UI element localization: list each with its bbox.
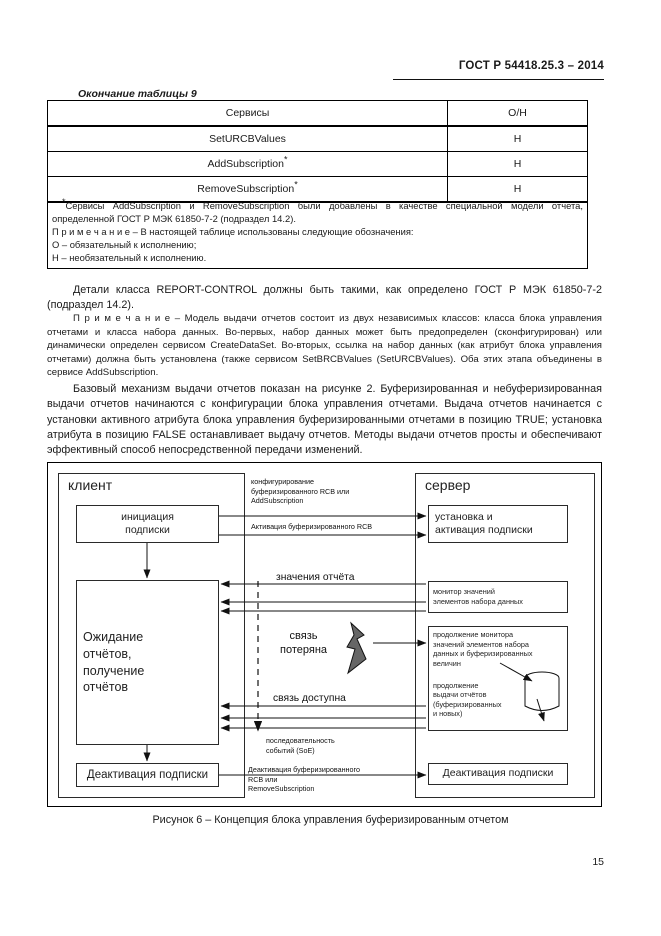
table-header-cell: О/Н xyxy=(448,101,588,127)
edge-label-report-values-text: значения отчёта xyxy=(276,572,355,583)
node-client-init-label: инициация подписки xyxy=(121,510,174,536)
page-number: 15 xyxy=(592,856,604,868)
edge-label-configure xyxy=(251,477,349,506)
edge-label-link-lost xyxy=(280,629,327,658)
footnote-line-1 xyxy=(52,196,583,226)
standard-code-header: ГОСТ Р 54418.25.3 – 2014 xyxy=(458,60,604,72)
body-paragraph-2: П р и м е ч а н и е – Модель выдачи отчетов состоит из двух независимых классов: класса блока управления отчетами и класса набора данных. Во-первых, набор данных может быть предопределен (сконфигурирован) или динамически определен сервисом CreateDataSet. Во-вторых, ссылка на набор данных (как атрибут блока управления отчетами) должна быть установлена (также сервисом SetBRCBValues (SetURCBValues). Оба этих этапа объединены в сервисе AddSubscription. xyxy=(47,313,602,379)
services-table xyxy=(47,100,588,203)
client-panel-title: клиент xyxy=(68,477,113,493)
services-table-wrapper xyxy=(47,100,588,203)
body-paragraph-2-container xyxy=(47,312,602,380)
table-row xyxy=(48,152,588,177)
figure-canvas xyxy=(48,463,601,806)
edge-label-report-values xyxy=(276,571,355,585)
table-cell-value: Н xyxy=(448,177,588,203)
header-rule xyxy=(393,79,604,80)
node-server-deactivate-label: Деактивация подписки xyxy=(442,767,554,780)
footnote-marker: * xyxy=(62,196,66,207)
node-server-continue-monitor-label: продолжение монитора значений элементов набора данных и буферизированных величин xyxy=(433,630,533,668)
node-server-continue-report-label: продолжение выдачи отчётов (буферизированных и новых) xyxy=(433,680,502,719)
edge-label-soe-text: последовательность событий (SoE) xyxy=(266,736,335,755)
edge-label-activation-text: Активация буферизированного RCB xyxy=(251,522,373,531)
table-cell-service: RemoveSubscription* xyxy=(48,177,448,203)
edge-label-link-lost-text: связь потеряна xyxy=(280,630,328,657)
node-client-wait-label: Ожидание отчётов, получение отчётов xyxy=(83,629,145,695)
table-cell-value: Н xyxy=(448,126,588,152)
edge-label-link-available xyxy=(273,692,346,706)
node-server-setup-label: установка и активация подписки xyxy=(435,510,533,536)
footnote-line-4: Н – необязательный к исполнению. xyxy=(52,251,207,263)
table-row xyxy=(48,126,588,152)
table-caption: Окончание таблицы 9 xyxy=(78,88,197,100)
figure-diagram xyxy=(47,462,602,807)
figure-caption: Рисунок 6 – Концепция блока управления буферизированным отчетом xyxy=(152,814,509,826)
table-footnote-block xyxy=(47,197,588,269)
table-header-row xyxy=(48,101,588,127)
table-cell-service: SetURCBValues xyxy=(48,126,448,152)
edge-label-link-available-text: связь доступна xyxy=(273,693,346,704)
body-paragraph-1: Детали класса REPORT-CONTROL должны быть такими, как определено ГОСТ Р МЭК 61850-7-2 (подраздел 14.2). xyxy=(47,284,602,312)
table-cell-value: Н xyxy=(448,152,588,177)
edge-label-deactivation xyxy=(248,765,360,794)
table-cell-service: AddSubscription* xyxy=(48,152,448,177)
body-paragraph-3: Базовый механизм выдачи отчетов показан на рисунке 2. Буферизированная и небуферизированная выдачи отчетов начинаются с конфигурации блока управления отчетами. Выдача отчетов начинается с установки активного атрибута блока управления буферизированными отчетами в позицию TRUE; установка атрибута в позицию FALSE останавливает выдачу отчетов. Методы выдачи отчетов просты и обеспечивают эффективный способ непосредственной передачи изменений. xyxy=(47,383,602,457)
footnote-text-1: Сервисы AddSubscription и RemoveSubscription были добавлены в качестве специальной модели отчета, определенной ГОСТ Р МЭК 61850-7-2 (подраздел 14.2). xyxy=(52,200,583,224)
edge-label-activation xyxy=(251,522,372,532)
table-header-cell: Сервисы xyxy=(48,101,448,127)
footnote-line-3: О – обязательный к исполнению; xyxy=(52,238,197,250)
footnote-line-2: П р и м е ч а н и е – В настоящей таблице использованы следующие обозначения: xyxy=(52,225,414,237)
body-paragraph-3-container xyxy=(47,382,602,459)
node-client-deactivate-label: Деактивация подписки xyxy=(86,768,209,781)
table-cell-footnote-marker: * xyxy=(294,179,298,190)
body-paragraph-1-container xyxy=(47,283,602,314)
edge-label-soe xyxy=(266,736,335,755)
table-cell-footnote-marker: * xyxy=(283,154,288,165)
edge-label-deactivation-text: Деактивация буферизированного RCB или RemoveSubscription xyxy=(248,765,360,794)
edge-label-configure-text: конфигурирование буферизированного RCB или AddSubscription xyxy=(251,477,350,506)
server-panel-title: сервер xyxy=(425,477,471,493)
node-server-monitor-label: монитор значений элементов набора данных xyxy=(433,587,523,606)
